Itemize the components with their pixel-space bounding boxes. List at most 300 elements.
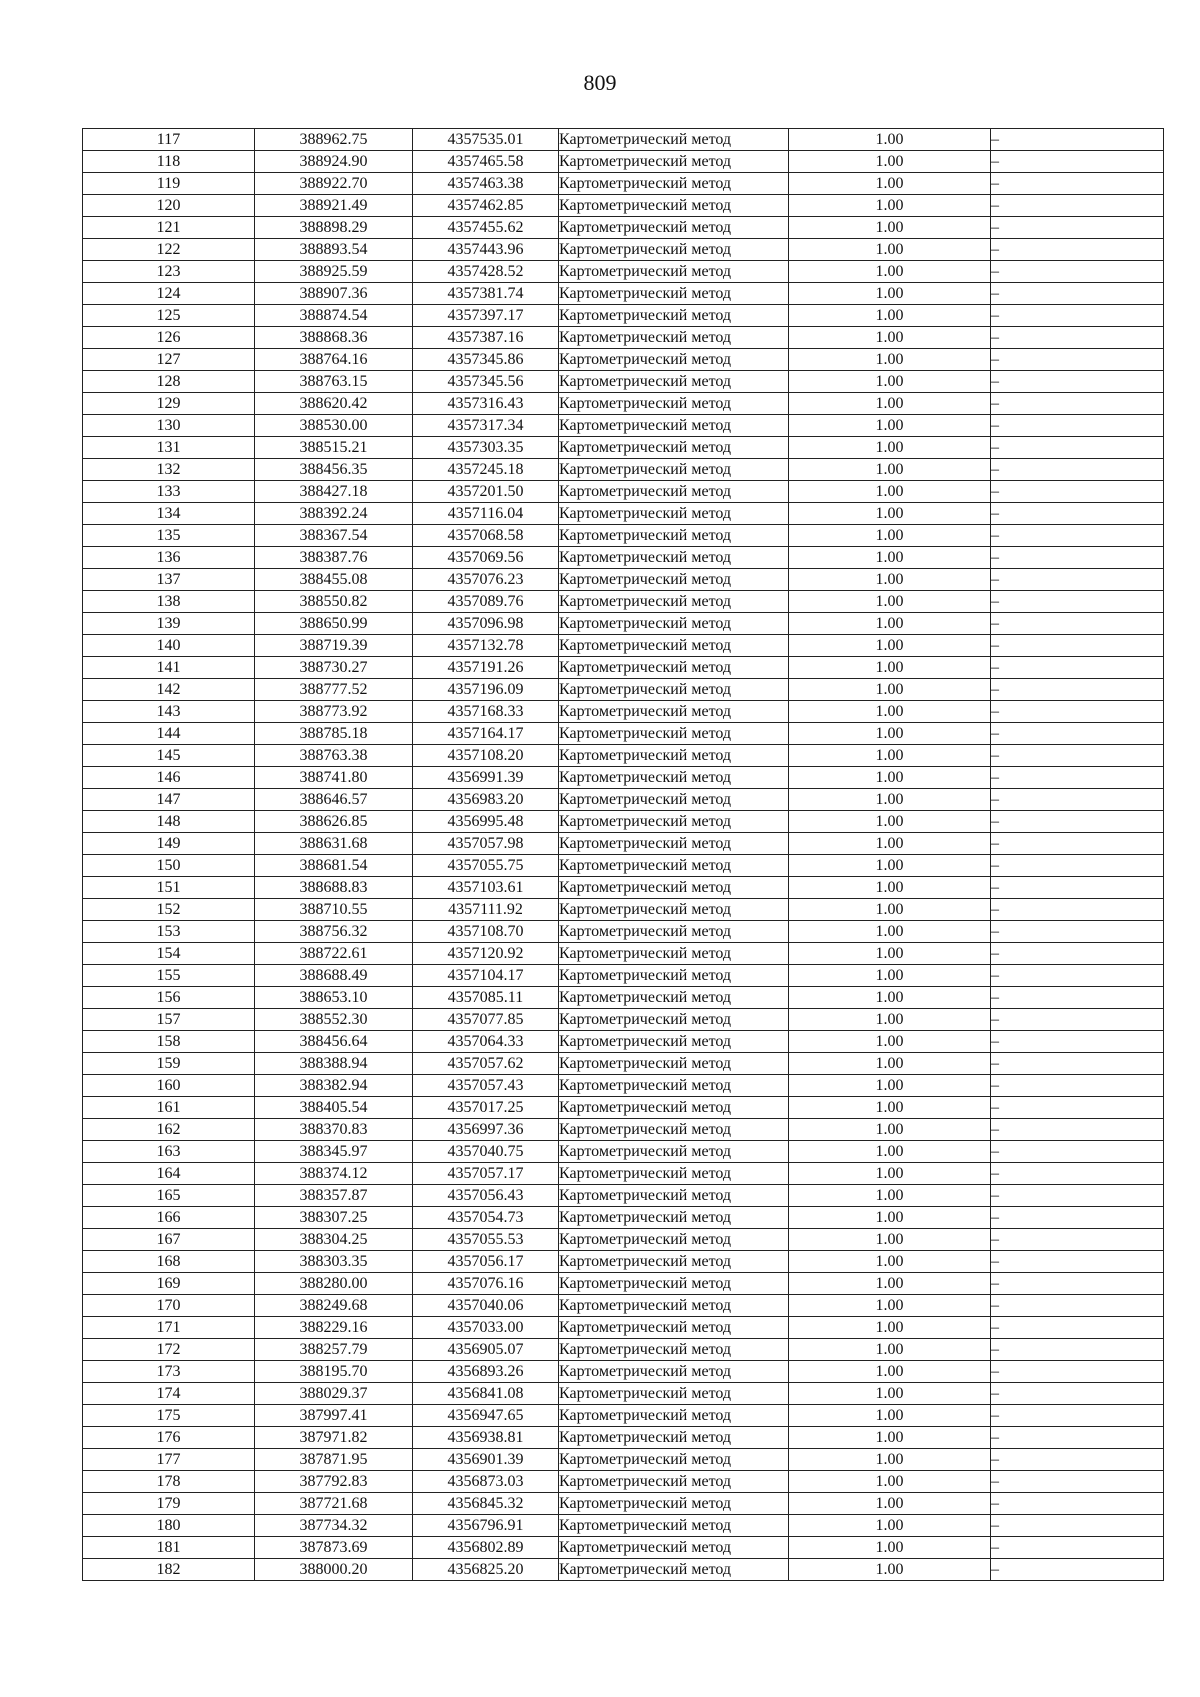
accuracy-cell: 1.00	[789, 393, 991, 415]
accuracy-cell: 1.00	[789, 371, 991, 393]
accuracy-cell: 1.00	[789, 635, 991, 657]
method-cell: Картометрический метод	[559, 1207, 789, 1229]
y-coordinate-cell: 4356825.20	[413, 1559, 559, 1581]
accuracy-cell: 1.00	[789, 547, 991, 569]
method-cell: Картометрический метод	[559, 701, 789, 723]
table-row	[83, 1031, 1164, 1053]
x-coordinate-cell: 388756.32	[255, 921, 413, 943]
accuracy-cell: 1.00	[789, 1339, 991, 1361]
x-coordinate-cell: 388719.39	[255, 635, 413, 657]
note-cell: –	[991, 415, 1164, 437]
table-row	[83, 305, 1164, 327]
note-cell: –	[991, 1053, 1164, 1075]
accuracy-cell: 1.00	[789, 1163, 991, 1185]
method-cell: Картометрический метод	[559, 239, 789, 261]
note-cell: –	[991, 1097, 1164, 1119]
x-coordinate-cell: 388925.59	[255, 261, 413, 283]
table-row	[83, 261, 1164, 283]
y-coordinate-cell: 4356893.26	[413, 1361, 559, 1383]
point-number-cell: 124	[83, 283, 255, 305]
accuracy-cell: 1.00	[789, 1229, 991, 1251]
note-cell: –	[991, 1515, 1164, 1537]
y-coordinate-cell: 4357108.70	[413, 921, 559, 943]
y-coordinate-cell: 4357465.58	[413, 151, 559, 173]
accuracy-cell: 1.00	[789, 1141, 991, 1163]
table-row	[83, 899, 1164, 921]
note-cell: –	[991, 261, 1164, 283]
table-row	[83, 657, 1164, 679]
point-number-cell: 179	[83, 1493, 255, 1515]
x-coordinate-cell: 388530.00	[255, 415, 413, 437]
x-coordinate-cell: 388924.90	[255, 151, 413, 173]
y-coordinate-cell: 4357096.98	[413, 613, 559, 635]
y-coordinate-cell: 4356995.48	[413, 811, 559, 833]
accuracy-cell: 1.00	[789, 613, 991, 635]
method-cell: Картометрический метод	[559, 1185, 789, 1207]
table-row	[83, 943, 1164, 965]
point-number-cell: 176	[83, 1427, 255, 1449]
y-coordinate-cell: 4357069.56	[413, 547, 559, 569]
y-coordinate-cell: 4357068.58	[413, 525, 559, 547]
method-cell: Картометрический метод	[559, 899, 789, 921]
method-cell: Картометрический метод	[559, 415, 789, 437]
y-coordinate-cell: 4356802.89	[413, 1537, 559, 1559]
method-cell: Картометрический метод	[559, 745, 789, 767]
y-coordinate-cell: 4356905.07	[413, 1339, 559, 1361]
note-cell: –	[991, 239, 1164, 261]
y-coordinate-cell: 4356991.39	[413, 767, 559, 789]
note-cell: –	[991, 1031, 1164, 1053]
x-coordinate-cell: 388357.87	[255, 1185, 413, 1207]
table-row	[83, 811, 1164, 833]
method-cell: Картометрический метод	[559, 591, 789, 613]
table-row	[83, 1009, 1164, 1031]
note-cell: –	[991, 305, 1164, 327]
x-coordinate-cell: 387997.41	[255, 1405, 413, 1427]
x-coordinate-cell: 387721.68	[255, 1493, 413, 1515]
point-number-cell: 181	[83, 1537, 255, 1559]
y-coordinate-cell: 4356938.81	[413, 1427, 559, 1449]
table-row	[83, 1229, 1164, 1251]
accuracy-cell: 1.00	[789, 1317, 991, 1339]
table-row	[83, 173, 1164, 195]
table-row	[83, 415, 1164, 437]
method-cell: Картометрический метод	[559, 1361, 789, 1383]
table-row	[83, 921, 1164, 943]
note-cell: –	[991, 921, 1164, 943]
x-coordinate-cell: 388763.15	[255, 371, 413, 393]
y-coordinate-cell: 4356841.08	[413, 1383, 559, 1405]
accuracy-cell: 1.00	[789, 811, 991, 833]
accuracy-cell: 1.00	[789, 305, 991, 327]
y-coordinate-cell: 4357057.98	[413, 833, 559, 855]
note-cell: –	[991, 1537, 1164, 1559]
note-cell: –	[991, 877, 1164, 899]
method-cell: Картометрический метод	[559, 547, 789, 569]
note-cell: –	[991, 591, 1164, 613]
x-coordinate-cell: 388303.35	[255, 1251, 413, 1273]
point-number-cell: 130	[83, 415, 255, 437]
table-row	[83, 877, 1164, 899]
point-number-cell: 129	[83, 393, 255, 415]
x-coordinate-cell: 388387.76	[255, 547, 413, 569]
y-coordinate-cell: 4357033.00	[413, 1317, 559, 1339]
y-coordinate-cell: 4357345.56	[413, 371, 559, 393]
method-cell: Картометрический метод	[559, 569, 789, 591]
x-coordinate-cell: 387871.95	[255, 1449, 413, 1471]
x-coordinate-cell: 388626.85	[255, 811, 413, 833]
point-number-cell: 126	[83, 327, 255, 349]
table-row	[83, 437, 1164, 459]
accuracy-cell: 1.00	[789, 767, 991, 789]
method-cell: Картометрический метод	[559, 1493, 789, 1515]
accuracy-cell: 1.00	[789, 1053, 991, 1075]
table-row	[83, 1185, 1164, 1207]
y-coordinate-cell: 4357535.01	[413, 129, 559, 151]
method-cell: Картометрический метод	[559, 635, 789, 657]
x-coordinate-cell: 388456.64	[255, 1031, 413, 1053]
note-cell: –	[991, 679, 1164, 701]
method-cell: Картометрический метод	[559, 1097, 789, 1119]
y-coordinate-cell: 4357345.86	[413, 349, 559, 371]
y-coordinate-cell: 4357164.17	[413, 723, 559, 745]
point-number-cell: 155	[83, 965, 255, 987]
y-coordinate-cell: 4357132.78	[413, 635, 559, 657]
method-cell: Картометрический метод	[559, 129, 789, 151]
y-coordinate-cell: 4357108.20	[413, 745, 559, 767]
point-number-cell: 135	[83, 525, 255, 547]
y-coordinate-cell: 4357064.33	[413, 1031, 559, 1053]
table-row	[83, 767, 1164, 789]
point-number-cell: 170	[83, 1295, 255, 1317]
point-number-cell: 180	[83, 1515, 255, 1537]
y-coordinate-cell: 4357316.43	[413, 393, 559, 415]
y-coordinate-cell: 4357111.92	[413, 899, 559, 921]
point-number-cell: 152	[83, 899, 255, 921]
accuracy-cell: 1.00	[789, 481, 991, 503]
y-coordinate-cell: 4357077.85	[413, 1009, 559, 1031]
note-cell: –	[991, 987, 1164, 1009]
y-coordinate-cell: 4357116.04	[413, 503, 559, 525]
table-row	[83, 1339, 1164, 1361]
table-row	[83, 1405, 1164, 1427]
table-row	[83, 1493, 1164, 1515]
table-row	[83, 1163, 1164, 1185]
note-cell: –	[991, 1273, 1164, 1295]
x-coordinate-cell: 388785.18	[255, 723, 413, 745]
method-cell: Картометрический метод	[559, 1317, 789, 1339]
table-row	[83, 217, 1164, 239]
note-cell: –	[991, 635, 1164, 657]
method-cell: Картометрический метод	[559, 195, 789, 217]
note-cell: –	[991, 1295, 1164, 1317]
x-coordinate-cell: 388741.80	[255, 767, 413, 789]
y-coordinate-cell: 4357104.17	[413, 965, 559, 987]
x-coordinate-cell: 388029.37	[255, 1383, 413, 1405]
note-cell: –	[991, 745, 1164, 767]
point-number-cell: 182	[83, 1559, 255, 1581]
method-cell: Картометрический метод	[559, 1229, 789, 1251]
accuracy-cell: 1.00	[789, 283, 991, 305]
table-row	[83, 327, 1164, 349]
point-number-cell: 151	[83, 877, 255, 899]
y-coordinate-cell: 4357057.17	[413, 1163, 559, 1185]
note-cell: –	[991, 1251, 1164, 1273]
x-coordinate-cell: 388455.08	[255, 569, 413, 591]
table-row	[83, 723, 1164, 745]
accuracy-cell: 1.00	[789, 239, 991, 261]
accuracy-cell: 1.00	[789, 855, 991, 877]
table-row	[83, 239, 1164, 261]
x-coordinate-cell: 388710.55	[255, 899, 413, 921]
point-number-cell: 119	[83, 173, 255, 195]
table-row	[83, 1295, 1164, 1317]
table-row	[83, 349, 1164, 371]
x-coordinate-cell: 388382.94	[255, 1075, 413, 1097]
note-cell: –	[991, 503, 1164, 525]
x-coordinate-cell: 388427.18	[255, 481, 413, 503]
accuracy-cell: 1.00	[789, 1009, 991, 1031]
table-row	[83, 1317, 1164, 1339]
note-cell: –	[991, 371, 1164, 393]
method-cell: Картометрический метод	[559, 1339, 789, 1361]
x-coordinate-cell: 388868.36	[255, 327, 413, 349]
point-number-cell: 150	[83, 855, 255, 877]
table-row	[83, 591, 1164, 613]
note-cell: –	[991, 129, 1164, 151]
accuracy-cell: 1.00	[789, 657, 991, 679]
x-coordinate-cell: 388688.49	[255, 965, 413, 987]
accuracy-cell: 1.00	[789, 195, 991, 217]
note-cell: –	[991, 1185, 1164, 1207]
y-coordinate-cell: 4357055.53	[413, 1229, 559, 1251]
x-coordinate-cell: 388773.92	[255, 701, 413, 723]
x-coordinate-cell: 388764.16	[255, 349, 413, 371]
x-coordinate-cell: 388370.83	[255, 1119, 413, 1141]
x-coordinate-cell: 388922.70	[255, 173, 413, 195]
point-number-cell: 125	[83, 305, 255, 327]
method-cell: Картометрический метод	[559, 437, 789, 459]
note-cell: –	[991, 195, 1164, 217]
note-cell: –	[991, 459, 1164, 481]
accuracy-cell: 1.00	[789, 459, 991, 481]
table-row	[83, 679, 1164, 701]
table-row	[83, 1207, 1164, 1229]
table-row	[83, 481, 1164, 503]
accuracy-cell: 1.00	[789, 1251, 991, 1273]
table-row	[83, 1515, 1164, 1537]
y-coordinate-cell: 4357387.16	[413, 327, 559, 349]
accuracy-cell: 1.00	[789, 129, 991, 151]
y-coordinate-cell: 4357054.73	[413, 1207, 559, 1229]
point-number-cell: 178	[83, 1471, 255, 1493]
x-coordinate-cell: 388195.70	[255, 1361, 413, 1383]
method-cell: Картометрический метод	[559, 1537, 789, 1559]
accuracy-cell: 1.00	[789, 327, 991, 349]
x-coordinate-cell: 388777.52	[255, 679, 413, 701]
method-cell: Картометрический метод	[559, 1449, 789, 1471]
x-coordinate-cell: 388374.12	[255, 1163, 413, 1185]
x-coordinate-cell: 388367.54	[255, 525, 413, 547]
y-coordinate-cell: 4357040.75	[413, 1141, 559, 1163]
x-coordinate-cell: 388681.54	[255, 855, 413, 877]
method-cell: Картометрический метод	[559, 811, 789, 833]
y-coordinate-cell: 4357317.34	[413, 415, 559, 437]
table-row	[83, 1097, 1164, 1119]
x-coordinate-cell: 388653.10	[255, 987, 413, 1009]
point-number-cell: 165	[83, 1185, 255, 1207]
note-cell: –	[991, 767, 1164, 789]
x-coordinate-cell: 388650.99	[255, 613, 413, 635]
note-cell: –	[991, 613, 1164, 635]
accuracy-cell: 1.00	[789, 921, 991, 943]
method-cell: Картометрический метод	[559, 943, 789, 965]
point-number-cell: 174	[83, 1383, 255, 1405]
point-number-cell: 173	[83, 1361, 255, 1383]
note-cell: –	[991, 547, 1164, 569]
method-cell: Картометрический метод	[559, 1427, 789, 1449]
method-cell: Картометрический метод	[559, 217, 789, 239]
method-cell: Картометрический метод	[559, 1471, 789, 1493]
accuracy-cell: 1.00	[789, 987, 991, 1009]
table-row	[83, 195, 1164, 217]
table-row	[83, 1559, 1164, 1581]
point-number-cell: 128	[83, 371, 255, 393]
y-coordinate-cell: 4356873.03	[413, 1471, 559, 1493]
accuracy-cell: 1.00	[789, 943, 991, 965]
method-cell: Картометрический метод	[559, 613, 789, 635]
point-number-cell: 171	[83, 1317, 255, 1339]
table-row	[83, 129, 1164, 151]
method-cell: Картометрический метод	[559, 503, 789, 525]
point-number-cell: 161	[83, 1097, 255, 1119]
point-number-cell: 142	[83, 679, 255, 701]
coordinates-table	[82, 128, 1164, 1581]
method-cell: Картометрический метод	[559, 525, 789, 547]
y-coordinate-cell: 4357089.76	[413, 591, 559, 613]
x-coordinate-cell: 388688.83	[255, 877, 413, 899]
note-cell: –	[991, 327, 1164, 349]
table-row	[83, 151, 1164, 173]
x-coordinate-cell: 388730.27	[255, 657, 413, 679]
x-coordinate-cell: 388392.24	[255, 503, 413, 525]
note-cell: –	[991, 1207, 1164, 1229]
accuracy-cell: 1.00	[789, 1273, 991, 1295]
point-number-cell: 117	[83, 129, 255, 151]
method-cell: Картометрический метод	[559, 965, 789, 987]
y-coordinate-cell: 4357443.96	[413, 239, 559, 261]
method-cell: Картометрический метод	[559, 481, 789, 503]
note-cell: –	[991, 569, 1164, 591]
point-number-cell: 121	[83, 217, 255, 239]
table-row	[83, 283, 1164, 305]
table-row	[83, 393, 1164, 415]
point-number-cell: 132	[83, 459, 255, 481]
y-coordinate-cell: 4357381.74	[413, 283, 559, 305]
accuracy-cell: 1.00	[789, 591, 991, 613]
y-coordinate-cell: 4357168.33	[413, 701, 559, 723]
method-cell: Картометрический метод	[559, 1405, 789, 1427]
table-row	[83, 547, 1164, 569]
table-row	[83, 635, 1164, 657]
table-row	[83, 1053, 1164, 1075]
accuracy-cell: 1.00	[789, 1427, 991, 1449]
note-cell: –	[991, 1405, 1164, 1427]
note-cell: –	[991, 481, 1164, 503]
note-cell: –	[991, 701, 1164, 723]
note-cell: –	[991, 1229, 1164, 1251]
point-number-cell: 175	[83, 1405, 255, 1427]
table-row	[83, 1471, 1164, 1493]
note-cell: –	[991, 437, 1164, 459]
method-cell: Картометрический метод	[559, 1053, 789, 1075]
x-coordinate-cell: 388898.29	[255, 217, 413, 239]
y-coordinate-cell: 4357040.06	[413, 1295, 559, 1317]
note-cell: –	[991, 1075, 1164, 1097]
method-cell: Картометрический метод	[559, 1295, 789, 1317]
x-coordinate-cell: 388550.82	[255, 591, 413, 613]
table-row	[83, 459, 1164, 481]
note-cell: –	[991, 1471, 1164, 1493]
y-coordinate-cell: 4357120.92	[413, 943, 559, 965]
method-cell: Картометрический метод	[559, 1119, 789, 1141]
point-number-cell: 157	[83, 1009, 255, 1031]
method-cell: Картометрический метод	[559, 1515, 789, 1537]
note-cell: –	[991, 525, 1164, 547]
x-coordinate-cell: 388722.61	[255, 943, 413, 965]
x-coordinate-cell: 388515.21	[255, 437, 413, 459]
point-number-cell: 149	[83, 833, 255, 855]
note-cell: –	[991, 1449, 1164, 1471]
accuracy-cell: 1.00	[789, 1207, 991, 1229]
x-coordinate-cell: 388552.30	[255, 1009, 413, 1031]
table-body	[83, 129, 1164, 1581]
y-coordinate-cell: 4357245.18	[413, 459, 559, 481]
table-row	[83, 613, 1164, 635]
table-row	[83, 789, 1164, 811]
accuracy-cell: 1.00	[789, 899, 991, 921]
accuracy-cell: 1.00	[789, 723, 991, 745]
accuracy-cell: 1.00	[789, 173, 991, 195]
y-coordinate-cell: 4357057.62	[413, 1053, 559, 1075]
point-number-cell: 133	[83, 481, 255, 503]
method-cell: Картометрический метод	[559, 173, 789, 195]
x-coordinate-cell: 388921.49	[255, 195, 413, 217]
note-cell: –	[991, 855, 1164, 877]
x-coordinate-cell: 388874.54	[255, 305, 413, 327]
point-number-cell: 123	[83, 261, 255, 283]
method-cell: Картометрический метод	[559, 921, 789, 943]
accuracy-cell: 1.00	[789, 1471, 991, 1493]
x-coordinate-cell: 388388.94	[255, 1053, 413, 1075]
point-number-cell: 153	[83, 921, 255, 943]
x-coordinate-cell: 387734.32	[255, 1515, 413, 1537]
accuracy-cell: 1.00	[789, 349, 991, 371]
point-number-cell: 163	[83, 1141, 255, 1163]
table-row	[83, 855, 1164, 877]
point-number-cell: 143	[83, 701, 255, 723]
y-coordinate-cell: 4356796.91	[413, 1515, 559, 1537]
x-coordinate-cell: 388249.68	[255, 1295, 413, 1317]
accuracy-cell: 1.00	[789, 1295, 991, 1317]
table-row	[83, 987, 1164, 1009]
x-coordinate-cell: 388620.42	[255, 393, 413, 415]
accuracy-cell: 1.00	[789, 1185, 991, 1207]
y-coordinate-cell: 4357056.43	[413, 1185, 559, 1207]
point-number-cell: 169	[83, 1273, 255, 1295]
table-row	[83, 1251, 1164, 1273]
table-row	[83, 833, 1164, 855]
